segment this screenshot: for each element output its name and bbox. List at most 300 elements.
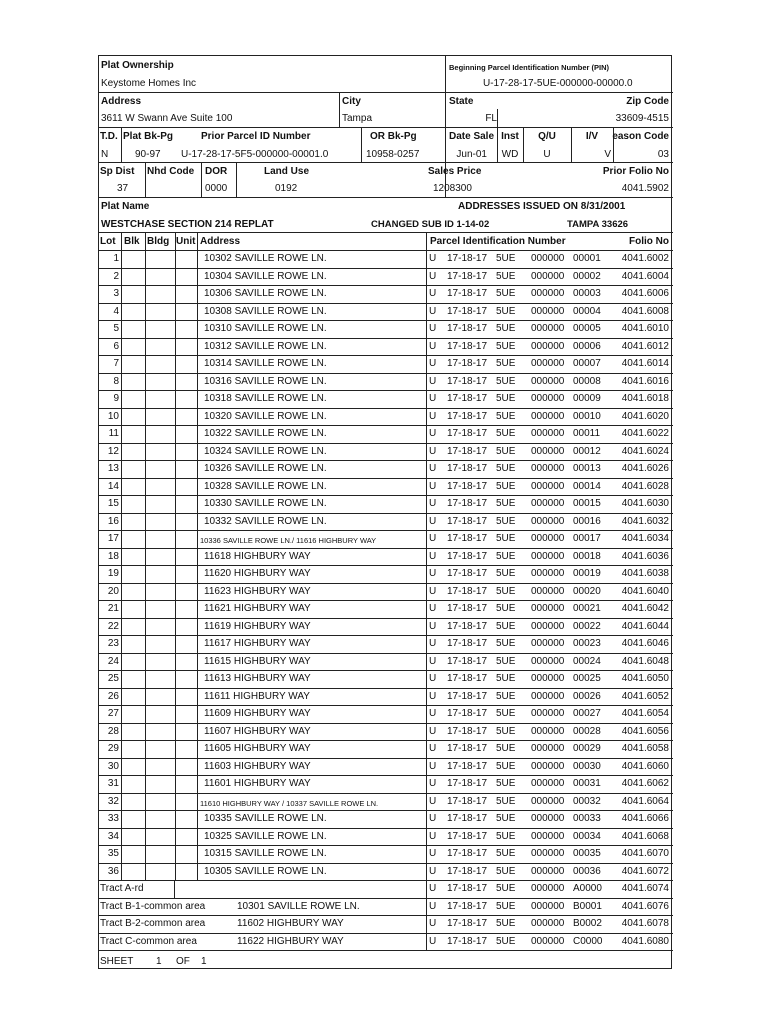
tract-folio: 4041.6076 — [621, 901, 669, 912]
lot-pin-u: U — [429, 708, 437, 719]
lot-pin-seq: 00033 — [573, 813, 601, 824]
tract-folio: 4041.6080 — [621, 936, 669, 947]
lot-pin-u: U — [429, 358, 437, 369]
lot-pin-sub: 5UE — [496, 533, 516, 544]
lot-pin-blk: 000000 — [531, 481, 565, 492]
col-folio: Folio No — [629, 236, 669, 247]
lot-pin-blk: 000000 — [531, 341, 565, 352]
lot-folio: 4041.6050 — [621, 673, 669, 684]
dor-label: DOR — [205, 166, 228, 177]
lot-pin-sub: 5UE — [496, 708, 516, 719]
lot-pin-sec: 17-18-17 — [447, 341, 488, 352]
sheet-of: OF — [176, 956, 190, 967]
lot-address: 10326 SAVILLE ROWE LN. — [204, 463, 327, 474]
lot-pin-seq: 00034 — [573, 831, 601, 842]
lot-pin-seq: 00022 — [573, 621, 601, 632]
lot-pin-u: U — [429, 341, 437, 352]
lot-pin-u: U — [429, 551, 437, 562]
lot-pin-sub: 5UE — [496, 778, 516, 789]
sp-dist-value: 37 — [117, 183, 129, 194]
tract-pin-seq: A0000 — [573, 883, 602, 894]
date-sale-value: Jun-01 — [456, 149, 487, 160]
lot-address: 11623 HIGHBURY WAY — [204, 586, 311, 597]
lot-folio: 4041.6010 — [621, 323, 669, 334]
lot-pin-u: U — [429, 761, 437, 772]
grid-hline — [99, 810, 673, 811]
lot-pin-blk: 000000 — [531, 673, 565, 684]
lot-pin-blk: 000000 — [531, 288, 565, 299]
lot-address: 10332 SAVILLE ROWE LN. — [204, 516, 327, 527]
tract-name: Tract B-1-common area — [100, 901, 206, 912]
lot-address: 11617 HIGHBURY WAY — [204, 638, 311, 649]
sales-price-value: 1208300 — [433, 183, 472, 194]
or-bkpg-label: OR Bk-Pg — [370, 131, 417, 142]
lot-number: 7 — [113, 358, 119, 369]
lot-address: 10308 SAVILLE ROWE LN. — [204, 306, 327, 317]
lot-folio: 4041.6040 — [621, 586, 669, 597]
grid-hline — [99, 653, 673, 654]
lot-address: 11621 HIGHBURY WAY — [204, 603, 311, 614]
reason-code-label: eason Code — [612, 131, 669, 142]
grid-vline — [175, 232, 176, 880]
lot-number: 27 — [107, 708, 119, 719]
grid-hline — [99, 408, 673, 409]
tract-pin-blk: 000000 — [531, 883, 565, 894]
lot-pin-blk: 000000 — [531, 866, 565, 877]
lot-address: 10305 SAVILLE ROWE LN. — [204, 866, 327, 877]
lot-folio: 4041.6044 — [621, 621, 669, 632]
lot-pin-sub: 5UE — [496, 656, 516, 667]
lot-pin-blk: 000000 — [531, 533, 565, 544]
lot-address: 11607 HIGHBURY WAY — [204, 726, 311, 737]
lot-number: 35 — [107, 848, 119, 859]
lot-number: 10 — [107, 411, 119, 422]
lot-pin-sec: 17-18-17 — [447, 831, 488, 842]
nhd-code-label: Nhd Code — [147, 166, 195, 177]
land-use-value: 0192 — [275, 183, 298, 194]
lot-pin-u: U — [429, 831, 437, 842]
lot-pin-u: U — [429, 586, 437, 597]
prior-folio-label: Prior Folio No — [602, 166, 669, 177]
lot-folio: 4041.6008 — [621, 306, 669, 317]
lot-folio: 4041.6046 — [621, 638, 669, 649]
lot-number: 11 — [108, 428, 119, 439]
lot-pin-seq: 00029 — [573, 743, 601, 754]
lot-pin-seq: 00002 — [573, 271, 601, 282]
lot-pin-u: U — [429, 376, 437, 387]
lot-pin-blk: 000000 — [531, 411, 565, 422]
lot-pin-seq: 00010 — [573, 411, 601, 422]
lot-number: 15 — [107, 498, 119, 509]
grid-vline — [426, 232, 427, 950]
tract-pin-seq: C0000 — [573, 936, 603, 947]
grid-hline — [99, 793, 673, 794]
lot-number: 3 — [113, 288, 119, 299]
lot-pin-u: U — [429, 323, 437, 334]
lot-pin-u: U — [429, 516, 437, 527]
lot-pin-sub: 5UE — [496, 796, 516, 807]
lot-address: 11611 HIGHBURY WAY — [204, 691, 310, 702]
grid-hline — [99, 548, 673, 549]
lot-pin-seq: 00014 — [573, 481, 601, 492]
lot-number: 18 — [107, 551, 119, 562]
grid-hline — [99, 583, 673, 584]
lot-pin-sec: 17-18-17 — [447, 848, 488, 859]
lot-number: 1 — [113, 253, 119, 264]
lot-pin-blk: 000000 — [531, 323, 565, 334]
lot-address: 10312 SAVILLE ROWE LN. — [204, 341, 327, 352]
tract-pin-sec: 17-18-17 — [447, 936, 488, 947]
lot-address: 10328 SAVILLE ROWE LN. — [204, 481, 327, 492]
tampa-zip: TAMPA 33626 — [567, 219, 629, 230]
lot-pin-seq: 00021 — [573, 603, 601, 614]
lot-pin-sub: 5UE — [496, 551, 516, 562]
date-sale-label: Date Sale — [449, 131, 495, 142]
lot-pin-seq: 00013 — [573, 463, 601, 474]
lot-pin-u: U — [429, 481, 437, 492]
lot-pin-blk: 000000 — [531, 831, 565, 842]
lot-pin-seq: 00018 — [573, 551, 601, 562]
plat-bkpg-label: Plat Bk-Pg — [123, 131, 174, 142]
lot-folio: 4041.6028 — [621, 481, 669, 492]
lot-folio: 4041.6048 — [621, 656, 669, 667]
lot-pin-sec: 17-18-17 — [447, 708, 488, 719]
grid-hline — [99, 705, 673, 706]
lot-pin-u: U — [429, 411, 437, 422]
lot-number: 20 — [107, 586, 119, 597]
td-label: T.D. — [100, 131, 118, 142]
plat-ownership-label: Plat Ownership — [101, 60, 174, 71]
grid-hline — [99, 688, 673, 689]
lot-pin-u: U — [429, 673, 437, 684]
lot-pin-sec: 17-18-17 — [447, 603, 488, 614]
lot-pin-sub: 5UE — [496, 323, 516, 334]
lot-pin-sec: 17-18-17 — [447, 271, 488, 282]
grid-hline — [99, 320, 673, 321]
grid-hline — [99, 758, 673, 759]
lot-number: 16 — [107, 516, 119, 527]
lot-address: 11605 HIGHBURY WAY — [204, 743, 311, 754]
owner-name: Keystome Homes Inc — [101, 78, 197, 89]
lot-pin-u: U — [429, 796, 437, 807]
lot-pin-u: U — [429, 393, 437, 404]
prior-parcel-value: U-17-28-17-5F5-000000-00001.0 — [181, 149, 329, 160]
lot-pin-sec: 17-18-17 — [447, 866, 488, 877]
lot-address: 11603 HIGHBURY WAY — [204, 761, 311, 772]
grid-hline — [99, 950, 673, 951]
lot-folio: 4041.6016 — [621, 376, 669, 387]
land-use-label: Land Use — [264, 166, 310, 177]
lot-pin-blk: 000000 — [531, 358, 565, 369]
plat-bkpg-value: 90-97 — [135, 149, 161, 160]
grid-hline — [99, 775, 673, 776]
grid-vline — [121, 127, 122, 162]
tract-pin-sec: 17-18-17 — [447, 883, 488, 894]
lot-pin-seq: 00023 — [573, 638, 601, 649]
lot-pin-blk: 000000 — [531, 708, 565, 719]
lot-address: 10315 SAVILLE ROWE LN. — [204, 848, 327, 859]
lot-address: 10304 SAVILLE ROWE LN. — [204, 271, 327, 282]
lot-folio: 4041.6064 — [621, 796, 669, 807]
lot-folio: 4041.6066 — [621, 813, 669, 824]
lot-pin-seq: 00026 — [573, 691, 601, 702]
lot-number: 23 — [107, 638, 119, 649]
lot-pin-sub: 5UE — [496, 358, 516, 369]
grid-hline — [99, 740, 673, 741]
lot-folio: 4041.6030 — [621, 498, 669, 509]
grid-hline — [99, 898, 673, 899]
lot-pin-blk: 000000 — [531, 656, 565, 667]
grid-hline — [99, 162, 673, 163]
grid-hline — [99, 355, 673, 356]
grid-hline — [99, 338, 673, 339]
lot-pin-seq: 00025 — [573, 673, 601, 684]
lot-folio: 4041.6002 — [621, 253, 669, 264]
lot-pin-sec: 17-18-17 — [447, 621, 488, 632]
grid-hline — [99, 845, 673, 846]
lot-pin-seq: 00031 — [573, 778, 601, 789]
lot-address: 10320 SAVILLE ROWE LN. — [204, 411, 327, 422]
lot-pin-sub: 5UE — [496, 393, 516, 404]
lot-number: 33 — [107, 813, 119, 824]
lot-pin-seq: 00006 — [573, 341, 601, 352]
lot-pin-sec: 17-18-17 — [447, 446, 488, 457]
pin-label: Beginning Parcel Identification Number (PIN) — [449, 63, 610, 72]
lot-pin-sub: 5UE — [496, 463, 516, 474]
tract-pin-seq: B0002 — [573, 918, 602, 929]
lot-address: 10310 SAVILLE ROWE LN. — [204, 323, 327, 334]
lot-pin-u: U — [429, 726, 437, 737]
lot-pin-sub: 5UE — [496, 411, 516, 422]
col-unit: Unit — [176, 236, 196, 247]
lot-pin-seq: 00036 — [573, 866, 601, 877]
lot-pin-seq: 00011 — [573, 428, 601, 439]
lot-pin-blk: 000000 — [531, 498, 565, 509]
td-value: N — [101, 149, 109, 160]
lot-pin-sec: 17-18-17 — [447, 551, 488, 562]
lot-pin-u: U — [429, 428, 437, 439]
lot-pin-sub: 5UE — [496, 376, 516, 387]
iv-value: V — [604, 149, 611, 160]
lot-address: 11618 HIGHBURY WAY — [204, 551, 311, 562]
grid-hline — [99, 863, 673, 864]
lot-pin-sec: 17-18-17 — [447, 288, 488, 299]
lot-pin-sec: 17-18-17 — [447, 743, 488, 754]
lot-address: 10335 SAVILLE ROWE LN. — [204, 813, 327, 824]
col-blk: Blk — [124, 236, 140, 247]
lot-address: 10306 SAVILLE ROWE LN. — [204, 288, 327, 299]
lot-pin-sub: 5UE — [496, 253, 516, 264]
lot-pin-sec: 17-18-17 — [447, 376, 488, 387]
lot-pin-seq: 00019 — [573, 568, 601, 579]
lot-pin-u: U — [429, 253, 437, 264]
lot-pin-blk: 000000 — [531, 271, 565, 282]
lot-address: 11609 HIGHBURY WAY — [204, 708, 311, 719]
lot-address: 11615 HIGHBURY WAY — [204, 656, 311, 667]
lot-pin-u: U — [429, 533, 437, 544]
lot-pin-blk: 000000 — [531, 446, 565, 457]
lot-pin-u: U — [429, 813, 437, 824]
col-lot: Lot — [100, 236, 116, 247]
tract-pin-sec: 17-18-17 — [447, 901, 488, 912]
lot-folio: 4041.6060 — [621, 761, 669, 772]
lot-pin-sub: 5UE — [496, 638, 516, 649]
qu-label: Q/U — [538, 131, 556, 142]
lot-pin-seq: 00012 — [573, 446, 601, 457]
lot-number: 2 — [113, 271, 119, 282]
lot-address: 11601 HIGHBURY WAY — [204, 778, 311, 789]
tract-pin-blk: 000000 — [531, 936, 565, 947]
grid-hline — [99, 670, 673, 671]
lot-pin-blk: 000000 — [531, 586, 565, 597]
lot-pin-sec: 17-18-17 — [447, 516, 488, 527]
lot-pin-sub: 5UE — [496, 271, 516, 282]
lot-number: 8 — [113, 376, 119, 387]
lot-pin-blk: 000000 — [531, 306, 565, 317]
tract-folio: 4041.6074 — [621, 883, 669, 894]
lot-pin-sub: 5UE — [496, 813, 516, 824]
lot-pin-u: U — [429, 603, 437, 614]
lot-address: 11620 HIGHBURY WAY — [204, 568, 311, 579]
lot-pin-sec: 17-18-17 — [447, 586, 488, 597]
lot-pin-sub: 5UE — [496, 761, 516, 772]
lot-pin-sub: 5UE — [496, 726, 516, 737]
lot-number: 24 — [107, 656, 119, 667]
lot-number: 4 — [113, 306, 119, 317]
lot-address: 11619 HIGHBURY WAY — [204, 621, 311, 632]
lot-pin-sub: 5UE — [496, 848, 516, 859]
col-bldg: Bldg — [147, 236, 170, 247]
sheet-total: 1 — [201, 956, 207, 967]
lot-address: 10316 SAVILLE ROWE LN. — [204, 376, 327, 387]
lot-pin-sec: 17-18-17 — [447, 463, 488, 474]
grid-vline — [236, 162, 237, 197]
lot-pin-u: U — [429, 778, 437, 789]
lot-pin-sec: 17-18-17 — [447, 796, 488, 807]
lot-pin-sub: 5UE — [496, 568, 516, 579]
lot-pin-sec: 17-18-17 — [447, 253, 488, 264]
lot-pin-sec: 17-18-17 — [447, 656, 488, 667]
lot-pin-sub: 5UE — [496, 288, 516, 299]
lot-pin-blk: 000000 — [531, 253, 565, 264]
prior-folio-value: 4041.5902 — [621, 183, 669, 194]
lot-number: 9 — [113, 393, 119, 404]
tract-pin-sub: 5UE — [496, 883, 516, 894]
or-bkpg-value: 10958-0257 — [366, 149, 420, 160]
lot-pin-u: U — [429, 621, 437, 632]
lot-folio: 4041.6052 — [621, 691, 669, 702]
lot-pin-u: U — [429, 446, 437, 457]
lot-pin-u: U — [429, 691, 437, 702]
tract-address: 11622 HIGHBURY WAY — [237, 936, 344, 947]
tract-address: 10301 SAVILLE ROWE LN. — [237, 901, 360, 912]
zip-label: Zip Code — [626, 96, 669, 107]
lot-pin-sub: 5UE — [496, 743, 516, 754]
tract-pin-u: U — [429, 883, 437, 894]
lot-pin-blk: 000000 — [531, 726, 565, 737]
sheet-number: 1 — [156, 956, 162, 967]
grid-hline — [99, 723, 673, 724]
lot-pin-seq: 00004 — [573, 306, 601, 317]
lot-number: 36 — [107, 866, 119, 877]
lot-pin-sec: 17-18-17 — [447, 568, 488, 579]
lot-number: 22 — [107, 621, 119, 632]
lot-pin-sec: 17-18-17 — [447, 726, 488, 737]
lot-pin-seq: 00028 — [573, 726, 601, 737]
lot-pin-u: U — [429, 568, 437, 579]
lot-pin-sec: 17-18-17 — [447, 813, 488, 824]
lot-pin-blk: 000000 — [531, 848, 565, 859]
lot-number: 19 — [107, 568, 119, 579]
lot-pin-blk: 000000 — [531, 761, 565, 772]
reason-code-value: 03 — [657, 149, 669, 160]
lot-pin-sub: 5UE — [496, 446, 516, 457]
grid-hline — [99, 828, 673, 829]
lot-folio: 4041.6034 — [621, 533, 669, 544]
lot-pin-sec: 17-18-17 — [447, 393, 488, 404]
lot-pin-blk: 000000 — [531, 376, 565, 387]
lot-pin-sub: 5UE — [496, 831, 516, 842]
grid-hline — [99, 425, 673, 426]
lot-pin-seq: 00027 — [573, 708, 601, 719]
prior-parcel-label: Prior Parcel ID Number — [201, 131, 311, 142]
grid-hline — [99, 303, 673, 304]
lot-pin-sub: 5UE — [496, 481, 516, 492]
city-label: City — [342, 96, 361, 107]
lot-pin-blk: 000000 — [531, 621, 565, 632]
zip-value: 33609-4515 — [615, 113, 669, 124]
grid-vline — [145, 232, 146, 880]
inst-value: WD — [501, 149, 519, 160]
grid-hline — [99, 373, 673, 374]
grid-hline — [99, 268, 673, 269]
grid-vline — [361, 127, 362, 162]
lot-folio: 4041.6062 — [621, 778, 669, 789]
lot-pin-u: U — [429, 271, 437, 282]
lot-address: 10330 SAVILLE ROWE LN. — [204, 498, 327, 509]
lot-address: 10302 SAVILLE ROWE LN. — [204, 253, 327, 264]
grid-hline — [99, 618, 673, 619]
lot-address: 10324 SAVILLE ROWE LN. — [204, 446, 327, 457]
grid-hline — [99, 600, 673, 601]
lot-pin-sec: 17-18-17 — [447, 411, 488, 422]
tract-pin-sub: 5UE — [496, 901, 516, 912]
lot-pin-seq: 00020 — [573, 586, 601, 597]
lot-folio: 4041.6024 — [621, 446, 669, 457]
lot-pin-seq: 00015 — [573, 498, 601, 509]
lot-pin-sec: 17-18-17 — [447, 498, 488, 509]
tract-name: Tract B-2-common area — [100, 918, 206, 929]
changed-sub-id: CHANGED SUB ID 1-14-02 — [371, 219, 490, 230]
lot-number: 25 — [107, 673, 119, 684]
grid-hline — [99, 127, 673, 128]
lot-pin-sub: 5UE — [496, 516, 516, 527]
lot-pin-sub: 5UE — [496, 691, 516, 702]
lot-pin-seq: 00035 — [573, 848, 601, 859]
addresses-issued: ADDRESSES ISSUED ON 8/31/2001 — [458, 201, 626, 212]
lot-pin-sec: 17-18-17 — [447, 358, 488, 369]
lot-pin-sub: 5UE — [496, 866, 516, 877]
lot-folio: 4041.6072 — [621, 866, 669, 877]
lot-folio: 4041.6042 — [621, 603, 669, 614]
tract-pin-sub: 5UE — [496, 936, 516, 947]
sheet-label: SHEET — [100, 956, 134, 967]
lot-pin-seq: 00003 — [573, 288, 601, 299]
inst-label: Inst — [501, 131, 519, 142]
lot-pin-u: U — [429, 866, 437, 877]
lot-pin-sec: 17-18-17 — [447, 638, 488, 649]
lot-pin-u: U — [429, 638, 437, 649]
